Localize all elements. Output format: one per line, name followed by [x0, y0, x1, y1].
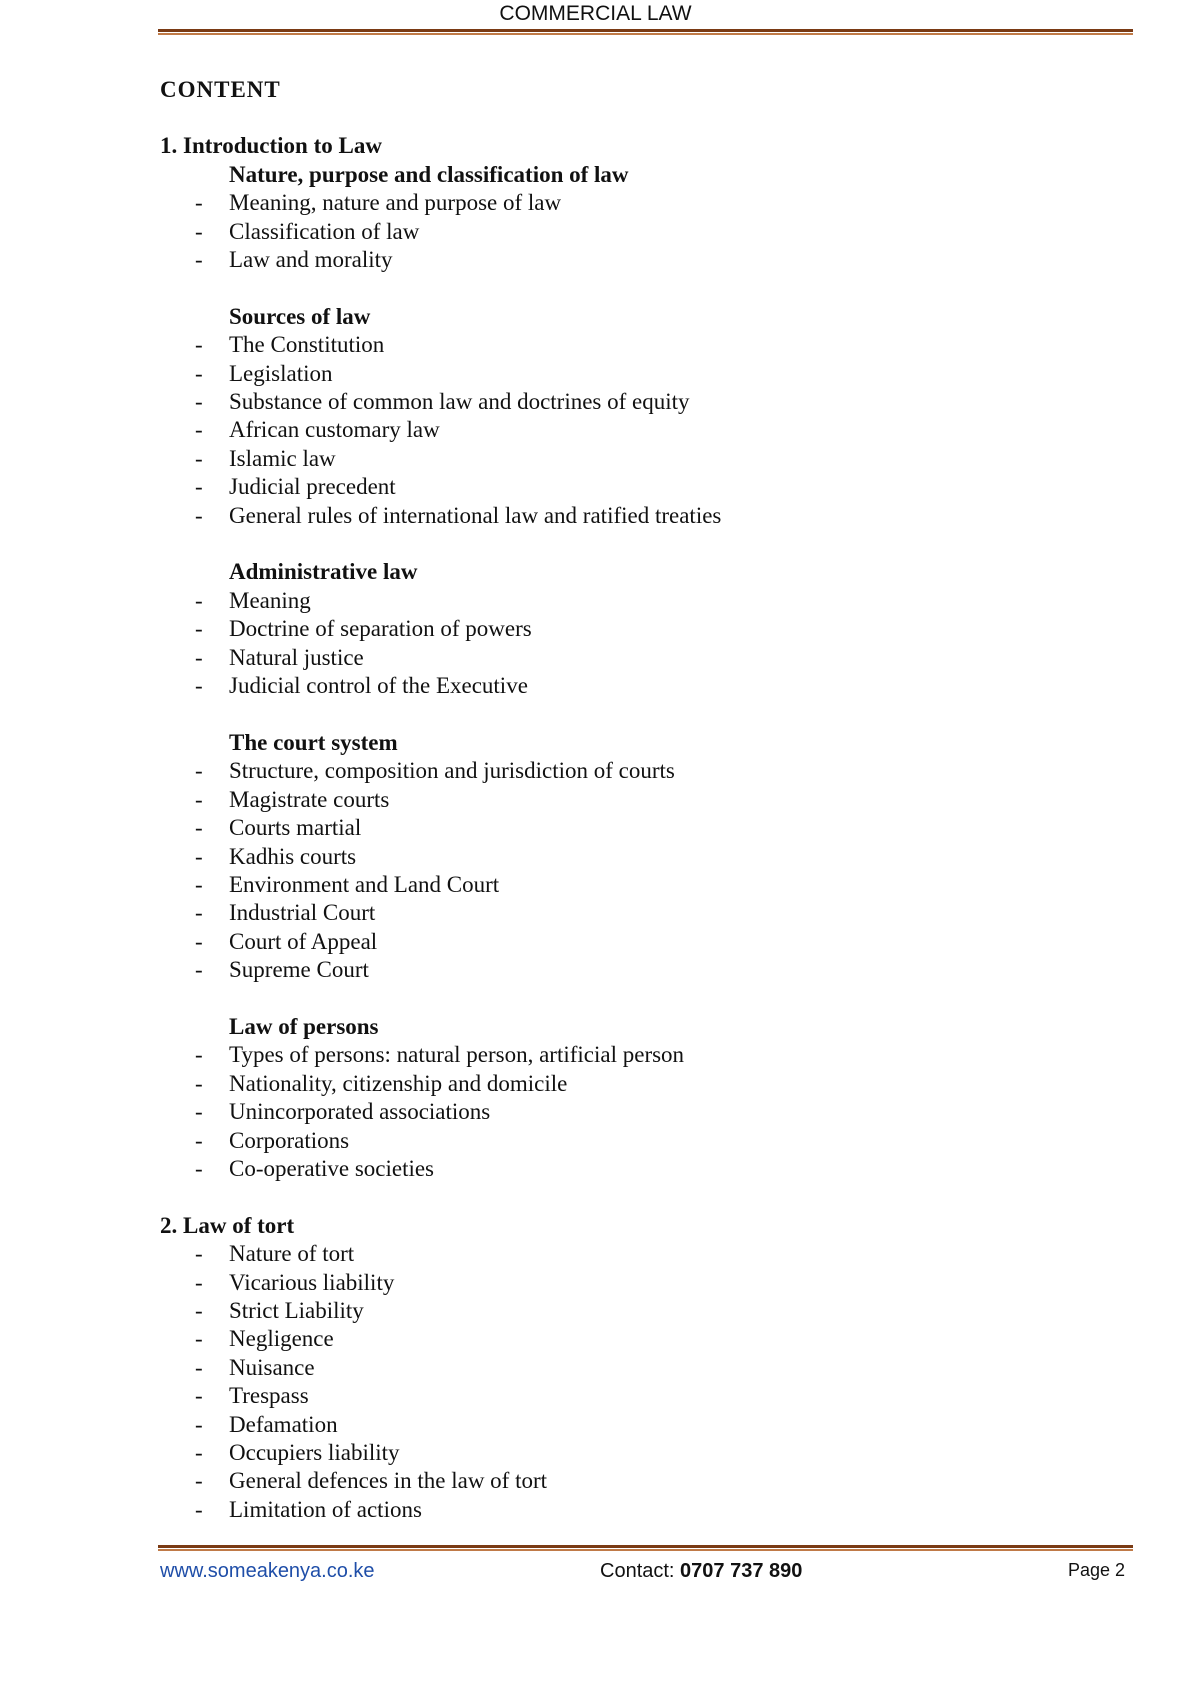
list-dash-marker: -: [195, 1297, 203, 1323]
list-dash-marker: -: [195, 1155, 203, 1181]
list-dash-marker: -: [195, 1383, 203, 1409]
subsection-heading: Sources of law: [229, 303, 371, 329]
list-item-text: General rules of international law and ratified treaties: [229, 502, 722, 528]
list-item: [160, 502, 1120, 530]
website-link[interactable]: www.someakenya.co.ke: [160, 1560, 375, 1582]
list-item: [160, 786, 1120, 814]
list-item-text: Courts martial: [229, 815, 362, 841]
topic-list: [160, 757, 1120, 984]
table-of-contents: [160, 132, 1120, 1524]
list-item: [160, 928, 1120, 956]
list-dash-marker: -: [195, 1440, 203, 1466]
list-item: [160, 871, 1120, 899]
list-item: [160, 1354, 1120, 1382]
list-item-text: Meaning: [229, 587, 311, 613]
list-item-text: Meaning, nature and purpose of law: [229, 190, 562, 216]
list-item: [160, 246, 1120, 274]
list-item: [160, 1411, 1120, 1439]
list-item-text: Islamic law: [229, 445, 336, 471]
list-item: [160, 1240, 1120, 1268]
list-dash-marker: -: [195, 928, 203, 954]
list-item-text: Unincorporated associations: [229, 1099, 491, 1125]
list-dash-marker: -: [195, 1127, 203, 1153]
list-item-text: Judicial precedent: [229, 474, 396, 500]
list-item: [160, 360, 1120, 388]
list-item-text: Limitation of actions: [229, 1496, 422, 1522]
contact-label: Contact:: [600, 1560, 675, 1582]
list-item-text: General defences in the law of tort: [229, 1468, 548, 1494]
list-item-text: Magistrate courts: [229, 786, 390, 812]
list-item-text: Co-operative societies: [229, 1155, 435, 1181]
list-item: [160, 189, 1120, 217]
toc-section: [160, 132, 1120, 1183]
list-item-text: Types of persons: natural person, artificial person: [229, 1042, 685, 1068]
list-item-text: Nationality, citizenship and domicile: [229, 1070, 568, 1096]
list-item: [160, 1098, 1120, 1126]
list-item: [160, 1155, 1120, 1183]
list-item: [160, 1439, 1120, 1467]
list-dash-marker: -: [195, 1070, 203, 1096]
list-dash-marker: -: [195, 247, 203, 273]
list-dash-marker: -: [195, 673, 203, 699]
list-item-text: Legislation: [229, 360, 333, 386]
list-item: [160, 1297, 1120, 1325]
content-title: CONTENT: [160, 77, 281, 102]
list-item: [160, 1127, 1120, 1155]
list-item-text: Occupiers liability: [229, 1440, 400, 1466]
page-header-title: COMMERCIAL LAW: [499, 2, 692, 25]
list-item: [160, 388, 1120, 416]
list-item: [160, 843, 1120, 871]
document-body: [160, 76, 1120, 1524]
list-item: [160, 956, 1120, 984]
toc-subsection: [160, 1013, 1120, 1183]
topic-list: [160, 189, 1120, 274]
list-item: [160, 1041, 1120, 1069]
list-item-text: Substance of common law and doctrines of equity: [229, 389, 690, 415]
list-dash-marker: -: [195, 1269, 203, 1295]
list-dash-marker: -: [195, 900, 203, 926]
list-item-text: Supreme Court: [229, 957, 369, 983]
toc-subsection: [160, 729, 1120, 985]
list-dash-marker: -: [195, 815, 203, 841]
list-item-text: Doctrine of separation of powers: [229, 616, 532, 642]
list-item-text: Structure, composition and jurisdiction of courts: [229, 758, 675, 784]
list-item: [160, 331, 1120, 359]
list-dash-marker: -: [195, 1241, 203, 1267]
toc-section: [160, 1212, 1120, 1524]
topic-list: [160, 587, 1120, 701]
toc-subsection: [160, 161, 1120, 275]
list-item: [160, 672, 1120, 700]
header-divider: [158, 29, 1133, 35]
list-item: [160, 445, 1120, 473]
list-dash-marker: -: [195, 871, 203, 897]
list-item: [160, 899, 1120, 927]
list-item: [160, 416, 1120, 444]
list-item-text: Vicarious liability: [229, 1269, 395, 1295]
list-item-text: Classification of law: [229, 218, 420, 244]
list-dash-marker: -: [195, 218, 203, 244]
footer-divider: [158, 1545, 1133, 1551]
list-dash-marker: -: [195, 843, 203, 869]
list-dash-marker: -: [195, 758, 203, 784]
subsection-heading: Administrative law: [229, 559, 418, 585]
page-footer: [160, 1560, 1135, 1590]
toc-subsection: [160, 303, 1120, 530]
topic-list: [160, 331, 1120, 530]
list-item-text: Negligence: [229, 1326, 334, 1352]
list-item-text: Kadhis courts: [229, 843, 357, 869]
list-dash-marker: -: [195, 786, 203, 812]
list-item-text: Defamation: [229, 1411, 338, 1437]
subsection-heading: Nature, purpose and classification of law: [229, 161, 629, 187]
list-dash-marker: -: [195, 445, 203, 471]
list-item: [160, 1269, 1120, 1297]
list-item: [160, 1496, 1120, 1524]
toc-subsection: [160, 1240, 1120, 1524]
list-item-text: African customary law: [229, 417, 440, 443]
list-item: [160, 587, 1120, 615]
list-item: [160, 1325, 1120, 1353]
list-item-text: Court of Appeal: [229, 928, 378, 954]
list-dash-marker: -: [195, 360, 203, 386]
list-dash-marker: -: [195, 1326, 203, 1352]
list-item: [160, 615, 1120, 643]
contact-number: 0707 737 890: [680, 1560, 803, 1582]
list-dash-marker: -: [195, 332, 203, 358]
list-item-text: Natural justice: [229, 644, 364, 670]
list-dash-marker: -: [195, 644, 203, 670]
list-item: [160, 218, 1120, 246]
list-item-text: Industrial Court: [229, 900, 376, 926]
topic-list: [160, 1041, 1120, 1183]
list-dash-marker: -: [195, 474, 203, 500]
page-number: Page 2: [1067, 1560, 1125, 1580]
subsection-heading: Law of persons: [229, 1013, 379, 1039]
list-item-text: Nature of tort: [229, 1241, 355, 1267]
list-item-text: Corporations: [229, 1127, 350, 1153]
list-item-text: Trespass: [229, 1383, 309, 1409]
list-dash-marker: -: [195, 616, 203, 642]
list-dash-marker: -: [195, 389, 203, 415]
list-dash-marker: -: [195, 1496, 203, 1522]
list-item: [160, 473, 1120, 501]
list-item-text: Strict Liability: [229, 1297, 364, 1323]
list-dash-marker: -: [195, 1354, 203, 1380]
list-item-text: Law and morality: [229, 247, 393, 273]
list-dash-marker: -: [195, 587, 203, 613]
list-item-text: Judicial control of the Executive: [229, 673, 528, 699]
toc-subsection: [160, 558, 1120, 700]
list-dash-marker: -: [195, 957, 203, 983]
list-item: [160, 814, 1120, 842]
subsection-heading: The court system: [229, 729, 398, 755]
list-item: [160, 757, 1120, 785]
section-title: 2. Law of tort: [160, 1212, 295, 1238]
list-item-text: The Constitution: [229, 332, 385, 358]
section-title: 1. Introduction to Law: [160, 133, 382, 159]
list-dash-marker: -: [195, 1468, 203, 1494]
topic-list: [160, 1240, 1120, 1524]
list-dash-marker: -: [195, 190, 203, 216]
contact-info: [600, 1560, 802, 1583]
list-item: [160, 1070, 1120, 1098]
list-dash-marker: -: [195, 1411, 203, 1437]
list-item: [160, 1467, 1120, 1495]
list-item: [160, 1382, 1120, 1410]
list-dash-marker: -: [195, 1099, 203, 1125]
list-item-text: Environment and Land Court: [229, 871, 500, 897]
list-dash-marker: -: [195, 1042, 203, 1068]
list-dash-marker: -: [195, 502, 203, 528]
list-item: [160, 644, 1120, 672]
list-item-text: Nuisance: [229, 1354, 315, 1380]
list-dash-marker: -: [195, 417, 203, 443]
